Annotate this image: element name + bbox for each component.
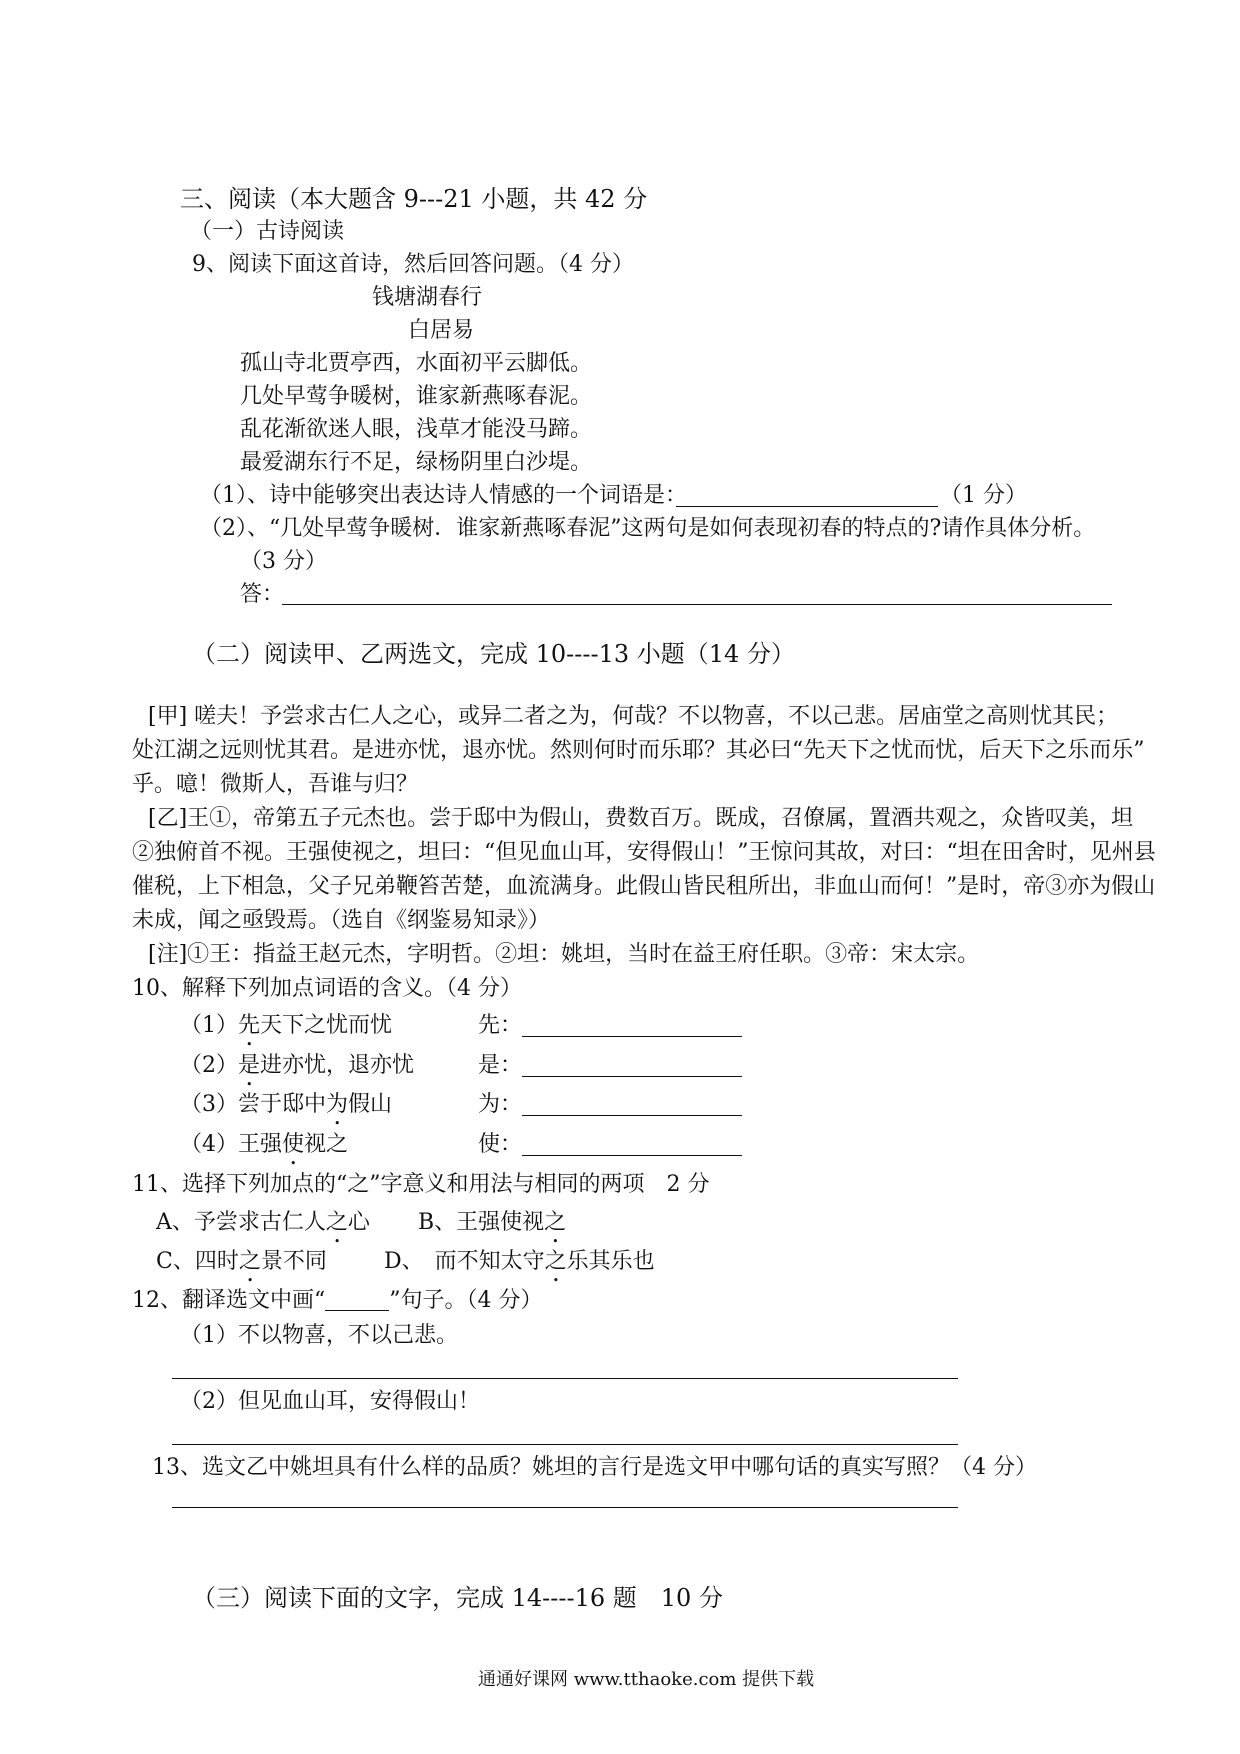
answer-blank-10-3[interactable] [522, 1115, 742, 1116]
passage-yi-line: 催税，上下相急，父子兄弟鞭笞苦楚，血流满身。此假山皆民租所出，非血山而何！”是时，帝③亦为假山 [132, 874, 1156, 899]
q10-item-3: （3）尝于邸中为假山 [180, 1092, 393, 1117]
subsection-3-title: （三）阅读下面的文字，完成 14----16 题 10 分 [192, 1584, 723, 1612]
note: [注]①王：指益王赵元杰，字明哲。②坦：姚坦，当时在益王府任职。③帝：宋太宗。 [148, 942, 980, 967]
question-9-1: （1）、诗中能够突出表达诗人情感的一个词语是： [200, 483, 687, 508]
q11-option-d: D、 而不知太守之乐其乐也 [384, 1249, 655, 1274]
q10-item-4-label: 使： [478, 1132, 523, 1157]
answer-label: 答： [240, 582, 285, 607]
q11-option-c: C、四时之景不同 [156, 1249, 327, 1274]
answer-blank-10-2[interactable] [522, 1076, 742, 1077]
question-9-1-score: （1 分） [940, 483, 1027, 508]
poem-line: 几处早莺争暖树，谁家新燕啄春泥。 [240, 384, 593, 409]
poem-author: 白居易 [408, 318, 475, 343]
answer-blank-10-1[interactable] [522, 1036, 742, 1037]
question-10: 10、解释下列加点词语的含义。（4 分） [132, 976, 522, 1001]
section-title: 三、阅读（本大题含 9---21 小题，共 42 分 [180, 185, 648, 213]
q12-underline-sample [325, 1288, 389, 1311]
question-9-2: （2）、“几处早莺争暖树．谁家新燕啄春泥”这两句是如何表现初春的特点的?请作具体分析。 [200, 516, 1096, 541]
poem-title: 钱塘湖春行 [372, 285, 483, 310]
subsection-2-title: （二）阅读甲、乙两选文，完成 10----13 小题（14 分） [192, 640, 795, 668]
question-9: 9、阅读下面这首诗，然后回答问题。（4 分） [192, 252, 634, 277]
poem-line: 孤山寺北贾亭西，水面初平云脚低。 [240, 351, 593, 376]
footer-text: 通通好课网 www.tthaoke.com 提供下载 [478, 1669, 815, 1690]
answer-line-12-1[interactable] [172, 1378, 958, 1379]
q12-item-1: （1）不以物喜，不以己悲。 [180, 1323, 458, 1348]
poem-line: 最爱湖东行不足，绿杨阴里白沙堤。 [240, 450, 593, 475]
q10-item-1: （1）先天下之忧而忧 [180, 1013, 393, 1038]
q10-item-2-label: 是： [478, 1053, 523, 1078]
question-11: 11、选择下列加点的“之”字意义和用法与相同的两项 2 分 [132, 1172, 710, 1197]
q12-item-2: （2）但见血山耳，安得假山！ [180, 1389, 480, 1414]
answer-line-12-2[interactable] [172, 1444, 958, 1445]
answer-line-13[interactable] [172, 1507, 958, 1508]
answer-blank-9-1[interactable] [676, 506, 938, 507]
answer-blank-10-4[interactable] [522, 1155, 742, 1156]
passage-yi-line: 未成，闻之亟毁焉。（选自《纲鉴易知录》） [132, 908, 551, 933]
answer-line-9-2[interactable] [282, 604, 1112, 605]
subsection-ancient-poem: （一）古诗阅读 [190, 219, 345, 244]
q10-item-1-label: 先： [478, 1013, 523, 1038]
q11-option-a: A、予尝求古仁人之心 [156, 1210, 370, 1235]
passage-jia-line: 乎。噫！微斯人，吾谁与归？ [132, 772, 419, 797]
question-13: 13、选文乙中姚坦具有什么样的品质？姚坦的言行是选文甲中哪句话的真实写照？（4 分） [152, 1455, 1037, 1480]
passage-yi-line: ②独俯首不视。王强使视之，坦曰：“但见血山耳，安得假山！”王惊问其故，对曰：“坦在田舍时，见州县 [132, 840, 1156, 865]
q11-option-b: B、王强使视之 [418, 1210, 567, 1235]
passage-jia-line: 处江湖之远则忧其君。是进亦忧，退亦忧。然则何时而乐耶？其必曰“先天下之忧而忧，后天下之乐而乐” [132, 738, 1145, 763]
q10-item-2: （2）是进亦忧，退亦忧 [180, 1053, 415, 1078]
question-12: 12、翻译选文中画“ ”句子。（4 分） [132, 1288, 543, 1313]
q10-item-4: （4）王强使视之 [180, 1132, 349, 1157]
q10-item-3-label: 为： [478, 1092, 523, 1117]
question-9-2-score: （3 分） [240, 549, 327, 574]
poem-line: 乱花渐欲迷人眼，浅草才能没马蹄。 [240, 417, 593, 442]
passage-yi-line: [乙]王①，帝第五子元杰也。尝于邸中为假山，费数百万。既成，召僚属，置酒共观之，众皆叹美，坦 [148, 806, 1134, 831]
passage-jia-line: [甲] 嗟夫！予尝求古仁人之心，或异二者之为，何哉？不以物喜，不以己悲。居庙堂之高则忧其民； [148, 704, 1119, 729]
